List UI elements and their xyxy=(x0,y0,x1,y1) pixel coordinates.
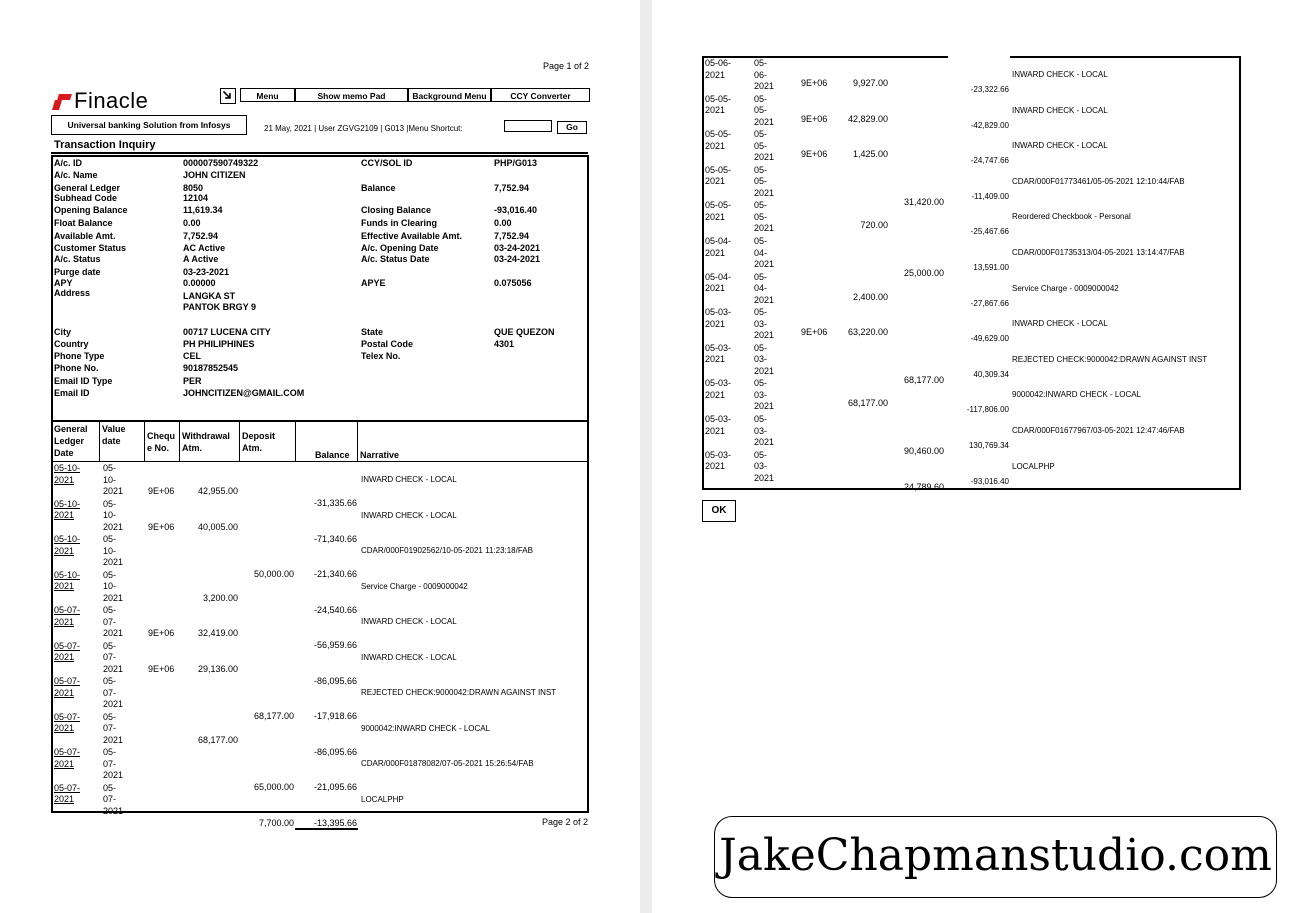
value-date-line-2: 03- xyxy=(754,425,768,436)
label-purge-date: Purge date xyxy=(54,267,101,277)
col-divider xyxy=(357,421,358,462)
withdrawal-amount: 40,005.00 xyxy=(197,521,238,532)
value-date-line-3: 2021 xyxy=(754,437,775,447)
value-date-line-2: 03- xyxy=(754,389,768,400)
value-date-line-1: 05- xyxy=(754,271,768,282)
value-date-line-1: 05- xyxy=(103,747,117,757)
label-phone-no: Phone No. xyxy=(54,363,99,373)
gl-date-line-2: 2021 xyxy=(54,652,75,662)
label-ac-status: A/c. Status xyxy=(54,254,101,264)
balance-amount: -24,540.66 xyxy=(313,604,357,615)
value-date-line-2: 06- xyxy=(754,69,768,80)
label-apye: APYE xyxy=(361,278,386,288)
value-date-line-2: 03- xyxy=(754,461,768,472)
statement-page-1 xyxy=(0,0,640,913)
balance-amount: -93,016.40 xyxy=(970,476,1009,486)
value-date-line-3: 2021 xyxy=(754,365,775,376)
value-date-line-2: 07- xyxy=(103,723,117,733)
label-customer-status: Customer Status xyxy=(54,243,127,253)
label-subhead-code: Subhead Code xyxy=(54,193,118,203)
gl-date-line-1: 05-07- xyxy=(54,711,81,722)
value-date-line-3: 2021 xyxy=(754,330,775,341)
value-date-line-1: 05- xyxy=(103,498,117,509)
value-balance: 7,752.94 xyxy=(494,183,530,193)
withdrawal-amount: 42,829.00 xyxy=(847,113,888,124)
gl-date-line-2: 2021 xyxy=(705,176,726,187)
section-title: Transaction Inquiry xyxy=(54,139,156,151)
gl-date-line-2: 2021 xyxy=(54,616,75,627)
menu-shortcut-input[interactable] xyxy=(504,120,552,132)
narrative-text: CDAR/000F01902562/10-05-2021 11:23:18/FAB xyxy=(361,546,533,555)
gl-date-line-2: 2021 xyxy=(705,389,726,400)
value-date-line-2: 03- xyxy=(754,318,768,329)
value-date-line-3: 2021 xyxy=(103,734,124,745)
cheque-no: 9E+06 xyxy=(801,327,828,338)
gl-date-line-2: 2021 xyxy=(705,354,726,365)
gl-date-line-2: 2021 xyxy=(54,545,75,556)
gl-date-line-1: 05-06- xyxy=(705,58,732,68)
value-apye: 0.075056 xyxy=(494,278,532,288)
narrative-text: INWARD CHECK - LOCAL xyxy=(1012,105,1108,115)
gl-date-line-1: 05-07- xyxy=(54,640,81,651)
narrative-text: CDAR/000F01735313/04-05-2021 13:14:47/FAB xyxy=(1012,248,1185,257)
value-date-line-3: 2021 xyxy=(754,187,775,198)
value-date-line-1: 05- xyxy=(754,129,768,140)
gl-date-line-2: 2021 xyxy=(705,425,726,436)
gl-date-line-1: 05-05- xyxy=(705,129,732,140)
col-divider xyxy=(239,421,240,462)
gl-date-line-2: 2021 xyxy=(54,510,75,520)
value-date-line-1: 05- xyxy=(103,711,117,722)
value-date-line-2: 05- xyxy=(754,105,768,116)
gl-date-line-2: 2021 xyxy=(54,723,75,733)
narrative-text: INWARD CHECK - LOCAL xyxy=(1012,70,1108,79)
header-gl-date: General Ledger Date xyxy=(54,424,88,458)
label-available-amt: Available Amt. xyxy=(54,231,116,241)
value-city: 00717 LUCENA CITY xyxy=(183,327,271,337)
value-date-line-1: 05- xyxy=(754,449,768,460)
balance-amount: -17,918.66 xyxy=(313,711,357,721)
gl-date-line-1: 05-04- xyxy=(705,236,732,246)
value-date-line-3: 2021 xyxy=(754,472,775,483)
finacle-logo-text: Finacle xyxy=(74,88,149,113)
withdrawal-amount: 3,200.00 xyxy=(202,592,238,603)
ccy-converter-button[interactable]: CCY Converter xyxy=(491,88,590,102)
value-effective-available: 7,752.94 xyxy=(494,231,530,241)
value-date-line-3: 2021 xyxy=(754,294,775,305)
value-date-line-2: 05- xyxy=(754,176,768,187)
gl-date-line-2: 2021 xyxy=(54,474,75,485)
label-city: City xyxy=(54,327,72,337)
balance-amount: -13,395.66 xyxy=(313,817,357,828)
deposit-amount: 68,177.00 xyxy=(903,374,944,385)
value-date-line-1: 05- xyxy=(754,164,768,175)
cheque-no: 9E+06 xyxy=(148,486,175,496)
balance-amount: -56,959.66 xyxy=(313,640,357,650)
table-header-divider xyxy=(51,461,589,462)
gl-date-line-1: 05-10- xyxy=(54,569,81,580)
label-balance: Balance xyxy=(361,183,396,193)
value-country: PH PHILIPHINES xyxy=(183,339,255,349)
value-date-line-2: 07- xyxy=(103,652,117,662)
value-date-line-2: 05- xyxy=(754,140,768,151)
col-divider xyxy=(144,421,145,462)
gl-date-line-1: 05-07- xyxy=(54,782,81,793)
balance-amount: 130,769.34 xyxy=(968,441,1009,450)
value-date-line-2: 07- xyxy=(103,794,117,804)
value-date-line-2: 03- xyxy=(754,354,768,365)
title-divider xyxy=(51,152,588,154)
value-float-balance: 0.00 xyxy=(183,218,201,228)
value-ac-id: 000007590749322 xyxy=(183,158,259,168)
value-available-amt: 7,752.94 xyxy=(183,231,219,241)
label-effective-available: Effective Available Amt. xyxy=(361,231,463,241)
balance-amount: -86,095.66 xyxy=(313,675,357,686)
value-date-line-2: 10- xyxy=(103,510,117,520)
cheque-no: 9E+06 xyxy=(148,628,175,638)
value-date-line-3: 2021 xyxy=(754,81,775,91)
ok-button[interactable]: OK xyxy=(702,500,736,522)
menu-button[interactable]: Menu xyxy=(240,88,295,102)
value-email-type: PER xyxy=(183,376,202,386)
narrative-text: INWARD CHECK - LOCAL xyxy=(361,617,457,626)
value-opening-date: 03-24-2021 xyxy=(494,243,541,253)
gl-date-line-1: 05-05- xyxy=(705,200,732,211)
value-date-line-3: 2021 xyxy=(103,592,124,603)
header-narrative: Narrative xyxy=(360,450,400,460)
balance-amount: -71,340.66 xyxy=(313,533,357,544)
narrative-text: INWARD CHECK - LOCAL xyxy=(1012,319,1108,329)
label-phone-type: Phone Type xyxy=(54,351,105,361)
balance-amount: -31,335.66 xyxy=(313,498,357,508)
gl-date-line-1: 05-04- xyxy=(705,271,732,282)
label-opening-balance: Opening Balance xyxy=(54,205,128,215)
deposit-amount: 25,000.00 xyxy=(903,268,944,278)
cheque-no: 9E+06 xyxy=(801,149,828,160)
gl-date-line-2: 2021 xyxy=(705,69,726,80)
narrative-text: CDAR/000F01773461/05-05-2021 12:10:44/FAB xyxy=(1012,176,1185,186)
narrative-text: INWARD CHECK - LOCAL xyxy=(361,510,457,520)
gl-date-line-1: 05-05- xyxy=(705,164,732,175)
gl-date-line-1: 05-03- xyxy=(705,414,732,424)
withdrawal-amount: 9,927.00 xyxy=(852,78,888,88)
value-date-line-3: 2021 xyxy=(103,521,124,532)
watermark-banner: JakeChapmanstudio.com xyxy=(714,816,1277,898)
value-date-line-1: 05- xyxy=(103,534,117,544)
value-purge-date: 03-23-2021 xyxy=(183,267,230,277)
value-date-line-2: 04- xyxy=(754,283,768,294)
balance-amount: -24,747.66 xyxy=(970,156,1009,166)
value-date-line-3: 2021 xyxy=(103,805,124,816)
value-date-line-3: 2021 xyxy=(103,557,124,567)
gl-date-line-1: 05-03- xyxy=(705,342,732,353)
arrow-down-right-icon xyxy=(221,89,234,102)
header-withdrawal: Withdrawal Atm. xyxy=(182,431,230,453)
value-postal-code: 4301 xyxy=(494,339,515,349)
finacle-logo-icon xyxy=(52,94,72,110)
value-address-line-1: LANGKA ST xyxy=(183,291,236,301)
header-cheque-no: Chequ e No. xyxy=(147,431,175,453)
value-date-line-3: 2021 xyxy=(103,486,124,496)
value-address-line-2: PANTOK BRGY 9 xyxy=(183,302,257,312)
show-memo-pad-button[interactable]: Show memo Pad xyxy=(295,88,408,102)
gl-date-line-2: 2021 xyxy=(705,211,726,222)
value-date-line-1: 05- xyxy=(754,200,768,211)
header-balance: Balance xyxy=(315,450,350,460)
deposit-amount: 90,460.00 xyxy=(903,446,944,456)
value-date-line-1: 05- xyxy=(103,569,117,580)
label-apy: APY xyxy=(54,278,73,288)
narrative-text: 9000042:INWARD CHECK - LOCAL xyxy=(1012,390,1142,400)
value-phone-type: CEL xyxy=(183,351,201,361)
account-info-box xyxy=(51,155,589,421)
value-date-line-1: 05- xyxy=(103,782,117,793)
narrative-text: Reordered Checkbook - Personal xyxy=(1012,212,1131,222)
withdrawal-amount: 2,400.00 xyxy=(852,291,888,302)
label-address: Address xyxy=(54,288,91,298)
col-divider xyxy=(295,421,296,462)
balance-amount: -49,629.00 xyxy=(970,334,1009,344)
value-phone-no: 90187852545 xyxy=(183,363,239,373)
value-ac-name: JOHN CITIZEN xyxy=(183,170,246,180)
value-date-line-1: 05- xyxy=(103,605,117,615)
label-closing-balance: Closing Balance xyxy=(361,205,432,215)
gl-date-line-2: 2021 xyxy=(54,581,75,591)
narrative-text: 9000042:INWARD CHECK - LOCAL xyxy=(361,723,491,733)
value-date-line-2: 10- xyxy=(103,474,117,485)
value-date-line-2: 04- xyxy=(754,247,768,258)
footer-rule xyxy=(295,828,358,830)
withdrawal-amount: 29,136.00 xyxy=(197,663,238,674)
withdrawal-amount: 68,177.00 xyxy=(847,398,888,409)
value-date-line-2: 07- xyxy=(103,758,117,769)
value-date-line-2: 07- xyxy=(103,616,117,627)
value-date-line-1: 05- xyxy=(754,93,768,104)
value-date-line-3: 2021 xyxy=(754,116,775,127)
withdrawal-amount: 42,955.00 xyxy=(197,486,238,496)
user-info-line: 21 May, 2021 | User ZGVG2109 | G013 |Menu Shortcut: xyxy=(264,124,463,133)
value-ccy-sol: PHP/G013 xyxy=(494,158,538,168)
withdrawal-amount: 720.00 xyxy=(860,220,888,231)
balance-amount: 13,591.00 xyxy=(973,263,1009,272)
go-button[interactable]: Go xyxy=(557,121,587,134)
gl-date-line-1: 05-10- xyxy=(54,463,81,473)
narrative-text: INWARD CHECK - LOCAL xyxy=(1012,141,1108,151)
cheque-no: 9E+06 xyxy=(801,113,828,124)
gl-date-line-1: 05-07- xyxy=(54,605,81,615)
value-email-id: JOHNCITIZEN@GMAIL.COM xyxy=(183,388,305,398)
header-deposit: Deposit Atm. xyxy=(242,431,276,453)
background-menu-button[interactable]: Background Menu xyxy=(408,88,491,102)
label-email-type: Email ID Type xyxy=(54,376,113,386)
value-state: QUE QUEZON xyxy=(494,327,555,337)
value-date-line-1: 05- xyxy=(754,342,768,353)
label-email-id: Email ID xyxy=(54,388,90,398)
gl-date-line-1: 05-10- xyxy=(54,534,81,544)
value-date-line-1: 05- xyxy=(103,640,117,651)
deposit-amount: 7,700.00 xyxy=(258,817,294,828)
gl-date-line-2: 2021 xyxy=(54,758,75,769)
gl-date-line-2: 2021 xyxy=(705,140,726,151)
label-funds-clearing: Funds in Clearing xyxy=(361,218,438,228)
value-date-line-1: 05- xyxy=(754,236,768,246)
balance-amount: -23,322.66 xyxy=(970,85,1009,94)
label-postal-code: Postal Code xyxy=(361,339,414,349)
value-apy: 0.00000 xyxy=(183,278,216,288)
value-date-line-3: 2021 xyxy=(754,223,775,234)
label-telex: Telex No. xyxy=(361,351,401,361)
label-general-ledger: General Ledger xyxy=(54,183,121,193)
narrative-text: CDAR/000F01677967/03-05-2021 12:47:46/FAB xyxy=(1012,426,1185,435)
value-date-line-1: 05- xyxy=(754,378,768,389)
balance-amount: -86,095.66 xyxy=(313,746,357,757)
balance-amount: -11,409.00 xyxy=(971,191,1009,201)
page-number-top: Page 1 of 2 xyxy=(543,61,590,71)
value-opening-balance: 11,619.34 xyxy=(183,205,223,215)
value-date-line-2: 07- xyxy=(103,687,117,698)
value-date-line-3: 2021 xyxy=(754,401,775,412)
col-divider xyxy=(179,421,180,462)
value-date-line-1: 05- xyxy=(754,307,768,318)
balance-amount: -42,829.00 xyxy=(970,120,1009,130)
label-ac-name: A/c. Name xyxy=(54,170,98,180)
gl-date-line-2: 2021 xyxy=(54,794,75,804)
gl-date-line-1: 05-07- xyxy=(54,676,81,686)
value-date-line-1: 05- xyxy=(754,58,768,68)
col-divider xyxy=(99,421,100,462)
tagline: Universal banking Solution from Infosys xyxy=(51,115,247,135)
label-state: State xyxy=(361,327,384,337)
value-customer-status: AC Active xyxy=(183,243,226,253)
header-value-date: Value date xyxy=(102,424,126,446)
balance-amount: -27,867.66 xyxy=(970,298,1009,308)
cheque-no: 9E+06 xyxy=(148,663,175,674)
deposit-amount: 24,789.60 xyxy=(903,481,944,492)
deposit-amount: 68,177.00 xyxy=(253,711,294,721)
deposit-amount: 65,000.00 xyxy=(253,782,294,792)
narrative-text: Service Charge - 0009000042 xyxy=(361,581,468,591)
narrative-text: CDAR/000F01878082/07-05-2021 15:26:54/FAB xyxy=(361,759,534,768)
cheque-no: 9E+06 xyxy=(148,521,175,532)
value-date-line-2: 10- xyxy=(103,581,117,591)
collapse-arrow-button[interactable] xyxy=(220,88,236,104)
value-subhead-code: 12104 xyxy=(183,193,209,203)
label-opening-date: A/c. Opening Date xyxy=(361,243,439,253)
value-date-line-2: 10- xyxy=(103,545,117,556)
gl-date-line-2: 2021 xyxy=(705,318,726,329)
narrative-text: INWARD CHECK - LOCAL xyxy=(361,475,457,484)
label-ac-id: A/c. ID xyxy=(54,158,83,168)
value-funds-clearing: 0.00 xyxy=(494,218,512,228)
page-number-bottom: Page 2 of 2 xyxy=(542,817,589,827)
narrative-text: INWARD CHECK - LOCAL xyxy=(361,652,457,662)
withdrawal-amount: 63,220.00 xyxy=(847,327,888,338)
gl-date-line-1: 05-07- xyxy=(54,747,81,757)
value-date-line-1: 05- xyxy=(103,676,117,686)
narrative-text: LOCALPHP xyxy=(1012,461,1055,471)
withdrawal-amount: 32,419.00 xyxy=(197,628,238,638)
label-status-date: A/c. Status Date xyxy=(361,254,430,264)
narrative-text: REJECTED CHECK:9000042:DRAWN AGAINST INST xyxy=(1012,354,1208,364)
balance-amount: 40,309.34 xyxy=(973,369,1009,379)
narrative-text: REJECTED CHECK:9000042:DRAWN AGAINST INST xyxy=(361,688,557,697)
gl-date-line-2: 2021 xyxy=(705,105,726,116)
value-date-line-1: 05- xyxy=(754,414,768,424)
value-status-date: 03-24-2021 xyxy=(494,254,541,264)
gl-date-line-1: 05-03- xyxy=(705,378,732,389)
value-date-line-3: 2021 xyxy=(754,152,775,163)
label-ccy-sol: CCY/SOL ID xyxy=(361,158,413,168)
value-general-ledger: 8050 xyxy=(183,183,204,193)
gl-date-line-2: 2021 xyxy=(705,461,726,472)
value-date-line-1: 05- xyxy=(103,463,117,473)
balance-amount: -21,340.66 xyxy=(313,569,357,579)
statement-page-2 xyxy=(652,0,1292,913)
gl-date-line-1: 05-03- xyxy=(705,449,732,460)
balance-amount: -21,095.66 xyxy=(313,782,357,792)
gl-date-line-1: 05-05- xyxy=(705,93,732,104)
value-date-line-3: 2021 xyxy=(103,770,124,780)
value-date-line-3: 2021 xyxy=(754,259,775,269)
gl-date-line-2: 2021 xyxy=(54,687,75,698)
cheque-no: 9E+06 xyxy=(801,78,828,88)
gl-date-line-2: 2021 xyxy=(705,247,726,258)
narrative-text: Service Charge - 0009000042 xyxy=(1012,283,1119,293)
gl-date-line-2: 2021 xyxy=(705,283,726,294)
value-ac-status: A Active xyxy=(183,254,219,264)
value-date-line-3: 2021 xyxy=(103,699,124,709)
gl-date-line-1: 05-10- xyxy=(54,498,81,509)
value-date-line-3: 2021 xyxy=(103,628,124,638)
balance-amount: -117,806.00 xyxy=(966,405,1009,415)
gl-date-line-1: 05-03- xyxy=(705,307,732,318)
deposit-amount: 50,000.00 xyxy=(253,569,294,579)
value-date-line-2: 05- xyxy=(754,211,768,222)
balance-amount: -25,467.66 xyxy=(970,227,1009,237)
label-float-balance: Float Balance xyxy=(54,218,113,228)
withdrawal-amount: 68,177.00 xyxy=(197,734,238,745)
narrative-text: LOCALPHP xyxy=(361,794,404,804)
deposit-amount: 31,420.00 xyxy=(903,196,944,207)
withdrawal-amount: 1,425.00 xyxy=(852,149,888,160)
label-country: Country xyxy=(54,339,89,349)
value-date-line-3: 2021 xyxy=(103,663,124,674)
value-closing-balance: -93,016.40 xyxy=(494,205,538,215)
